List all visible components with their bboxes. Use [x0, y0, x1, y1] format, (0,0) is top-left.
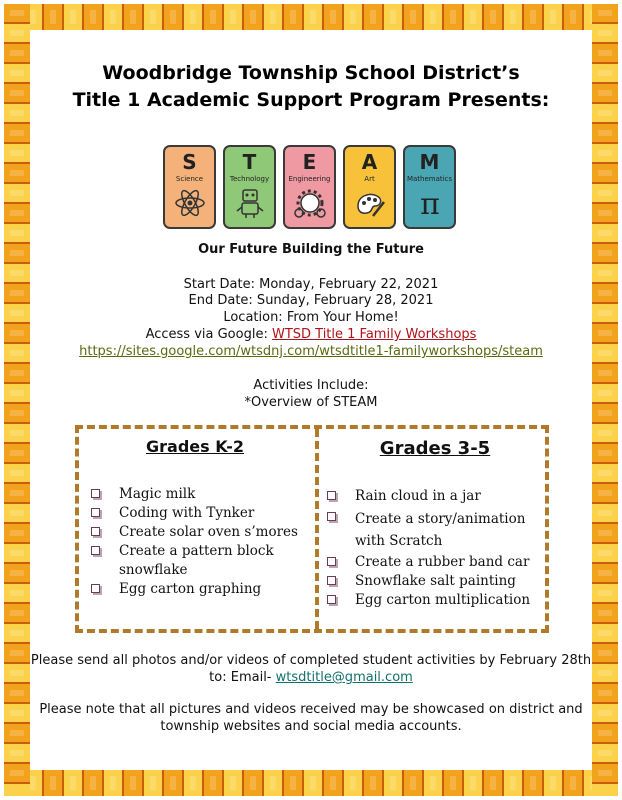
- list-item: Create a pattern block snowflake: [89, 542, 311, 580]
- palette-icon: [353, 186, 387, 220]
- gears-icon: [293, 186, 327, 220]
- flyer-title-line1: Woodbridge Township School District’s: [102, 62, 520, 84]
- list-item: Egg carton multiplication: [325, 591, 551, 610]
- checkbox-icon: [91, 546, 100, 555]
- steam-letter: A: [361, 150, 378, 174]
- steam-word: Engineering: [288, 175, 331, 183]
- steam-letter: S: [182, 150, 197, 174]
- location: Location: From Your Home!: [223, 310, 399, 325]
- list-item: Create a story/animation with Scratch: [325, 508, 551, 552]
- checkbox-icon: [327, 576, 336, 585]
- access-line: [30, 327, 592, 342]
- steam-word: Art: [364, 175, 375, 183]
- list-item: Snowflake salt painting: [325, 572, 551, 591]
- checkbox-icon: [327, 595, 336, 604]
- pi-icon: [413, 186, 447, 220]
- grades-k2-list: [89, 485, 311, 599]
- steam-tile-technology: [223, 145, 276, 229]
- border-bottom: [4, 770, 618, 796]
- list-item: Egg carton graphing: [89, 580, 311, 599]
- checkbox-icon: [91, 584, 100, 593]
- checkbox-icon: [91, 527, 100, 536]
- list-item: Rain cloud in a jar: [325, 487, 551, 506]
- border-right: [592, 4, 618, 796]
- steam-url-link[interactable]: https://sites.google.com/wtsdnj.com/wtsdtitle1-familyworkshops/steam: [79, 344, 543, 359]
- end-date: End Date: Sunday, February 28, 2021: [188, 293, 434, 308]
- grades-35-column: [319, 429, 551, 608]
- steam-tile-art: [343, 145, 396, 229]
- steam-letter: E: [302, 150, 317, 174]
- grades-divider: [315, 429, 319, 629]
- checkbox-icon: [327, 512, 336, 521]
- grades-k2-heading: Grades K-2: [146, 437, 244, 456]
- svg-text:π: π: [419, 187, 440, 220]
- border-top: [4, 4, 618, 30]
- send-photos-note: [30, 652, 592, 686]
- checkbox-icon: [91, 489, 100, 498]
- grades-k2-column: [79, 429, 311, 597]
- steam-word: Technology: [229, 175, 270, 183]
- list-item: Create solar oven s’mores: [89, 523, 311, 542]
- email-link[interactable]: wtsdtitle@gmail.com: [275, 670, 413, 685]
- send-photos-text: Please send all photos and/or videos of completed student activities by February 28th to: Email-: [30, 653, 592, 685]
- steam-word: Mathematics: [406, 175, 453, 183]
- workshops-link[interactable]: WTSD Title 1 Family Workshops: [271, 327, 477, 342]
- robot-icon: [233, 186, 267, 220]
- list-item: Create a rubber band car: [325, 553, 551, 572]
- activities-heading: Activities Include:: [253, 378, 369, 393]
- overview-line: *Overview of STEAM: [244, 395, 378, 410]
- checkbox-icon: [91, 508, 100, 517]
- start-date: Start Date: Monday, February 22, 2021: [183, 277, 439, 292]
- checkbox-icon: [327, 491, 336, 500]
- steam-tile-mathematics: [403, 145, 456, 229]
- steam-letter: T: [242, 150, 257, 174]
- steam-letter: M: [419, 150, 440, 174]
- url-line: [30, 344, 592, 359]
- grades-box: [75, 425, 549, 633]
- steam-word: Science: [175, 175, 204, 183]
- motto: Our Future Building the Future: [198, 242, 424, 257]
- grades-35-list: [325, 487, 551, 610]
- checkbox-icon: [327, 557, 336, 566]
- steam-logo: [163, 145, 459, 231]
- grades-35-heading: Grades 3-5: [379, 438, 491, 459]
- atom-icon: [173, 186, 207, 220]
- privacy-note: Please note that all pictures and videos received may be showcased on district and township websites and social media accounts.: [39, 702, 583, 734]
- flyer-title-line2: Title 1 Academic Support Program Presents:: [72, 89, 550, 111]
- list-item: Magic milk: [89, 485, 311, 504]
- steam-tile-engineering: [283, 145, 336, 229]
- steam-tile-science: [163, 145, 216, 229]
- access-prefix: Access via Google:: [145, 327, 272, 342]
- list-item: Coding with Tynker: [89, 504, 311, 523]
- border-left: [4, 4, 30, 796]
